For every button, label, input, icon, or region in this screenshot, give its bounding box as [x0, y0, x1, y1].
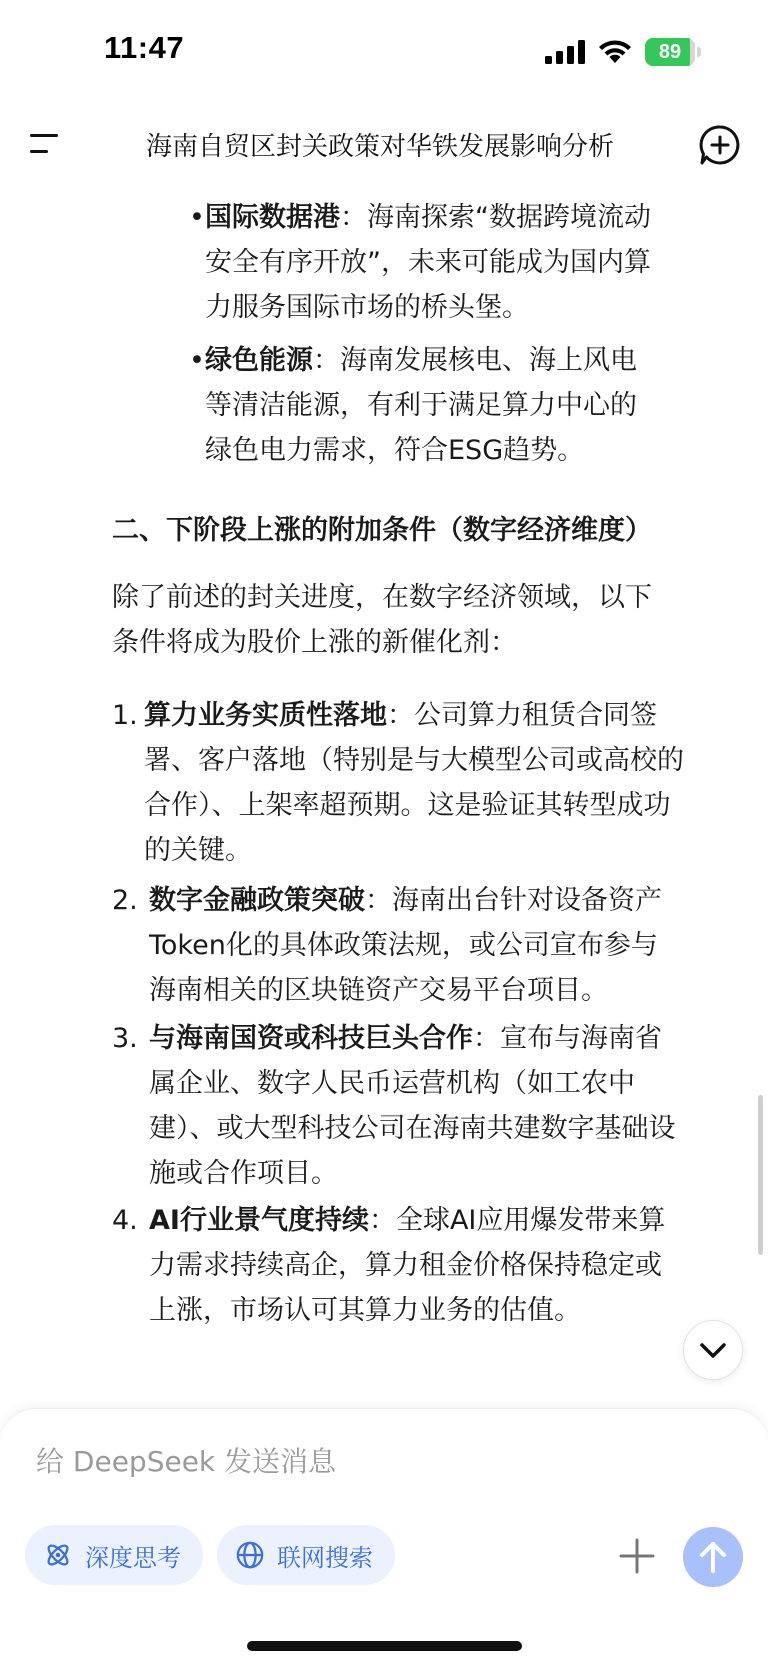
battery-cap — [697, 47, 701, 57]
bullet-line: 力服务国际市场的桥头堡。 — [205, 292, 529, 323]
list-item-3 — [112, 1016, 737, 1196]
wifi-icon — [598, 38, 632, 64]
list-text: 宣布与海南省 — [500, 1023, 662, 1054]
list-term: 数字金融政策突破 — [149, 885, 365, 916]
paragraph-line: 除了前述的封关进度，在数字经济领域，以下 — [112, 582, 652, 613]
scroll-to-bottom-button[interactable] — [683, 1320, 743, 1380]
atom-icon — [43, 1540, 73, 1570]
list-term: 算力业务实质性落地 — [144, 700, 387, 731]
list-term: 与海南国资或科技巨头合作 — [149, 1023, 473, 1054]
battery-indicator — [645, 38, 701, 66]
intro-paragraph — [112, 575, 732, 665]
bullet-term: 国际数据港 — [205, 202, 340, 233]
conversation-title[interactable]: 海南自贸区封关政策对华铁发展影响分析 — [145, 132, 614, 162]
list-colon: ： — [368, 1205, 396, 1236]
bullet-line — [205, 338, 735, 383]
list-number: 4. — [112, 1205, 138, 1236]
bullet-line: 等清洁能源，有利于满足算力中心的 — [205, 390, 637, 421]
list-number: 3. — [112, 1023, 138, 1054]
list-line: 合作）、上架率超预期。这是验证其转型成功 — [144, 790, 671, 821]
list-text: 海南出台针对设备资产 — [392, 885, 662, 916]
battery-body — [645, 38, 695, 66]
bullet-item-green-energy — [189, 338, 735, 473]
list-line — [144, 693, 737, 738]
list-number: 2. — [112, 885, 138, 916]
list-line — [149, 1016, 737, 1061]
list-line: 署、客户落地（特别是与大模型公司或高校的 — [144, 745, 684, 776]
home-indicator — [247, 1641, 522, 1651]
list-number: 1. — [112, 700, 138, 731]
list-colon: ： — [365, 885, 392, 916]
deep-think-label: 深度思考 — [85, 1543, 181, 1572]
web-search-toggle[interactable] — [217, 1525, 395, 1585]
bullet-item-data-port — [189, 195, 735, 330]
bullet-line: 绿色电力需求，符合ESG趋势。 — [205, 435, 585, 466]
chat-header — [0, 110, 768, 180]
bullet-colon: ： — [313, 345, 340, 376]
list-line — [149, 878, 737, 923]
cellular-signal-icon — [545, 40, 587, 64]
list-line: 的关键。 — [144, 835, 252, 866]
bullet-dot: • — [189, 345, 205, 376]
list-item-1 — [112, 693, 737, 873]
list-line: Token化的具体政策法规，或公司宣布参与 — [149, 930, 658, 961]
status-time: 11:47 — [104, 30, 185, 65]
bullet-line — [205, 195, 735, 240]
deep-think-toggle[interactable] — [25, 1525, 203, 1585]
list-text: 公司算力租赁合同签 — [414, 700, 657, 731]
list-line: 力需求持续高企，算力租金价格保持稳定或 — [149, 1250, 662, 1281]
list-term: AI行业景气度持续 — [149, 1205, 369, 1236]
hamburger-icon-bar — [30, 150, 48, 153]
bullet-dot: • — [189, 202, 205, 233]
hamburger-icon — [30, 134, 58, 137]
paragraph-line: 条件将成为股价上涨的新催化剂： — [112, 627, 517, 658]
list-line: 海南相关的区块链资产交易平台项目。 — [149, 975, 608, 1006]
bullet-colon: ： — [340, 202, 367, 233]
bullet-text: 海南发展核电、海上风电 — [340, 345, 637, 376]
list-text: 全球AI应用爆发带来算 — [395, 1205, 666, 1236]
web-search-label: 联网搜索 — [277, 1543, 373, 1572]
bullet-line: 安全有序开放”，未来可能成为国内算 — [205, 247, 651, 278]
globe-icon — [235, 1540, 265, 1570]
list-line: 属企业、数字人民币运营机构（如工农中 — [149, 1068, 635, 1099]
arrow-up-icon — [683, 1527, 743, 1587]
list-line — [149, 1198, 737, 1243]
chevron-down-icon — [683, 1320, 743, 1380]
section-heading: 二、下阶段上涨的附加条件（数字经济维度） — [112, 515, 652, 546]
list-colon: ： — [473, 1023, 500, 1054]
message-input[interactable] — [36, 1433, 716, 1489]
list-line: 施或合作项目。 — [149, 1158, 338, 1189]
list-colon: ： — [387, 700, 414, 731]
list-line: 建）、或大型科技公司在海南共建数字基础设 — [149, 1113, 676, 1144]
bullet-text: 海南探索“数据跨境流动 — [367, 202, 651, 233]
send-button[interactable] — [683, 1527, 743, 1587]
menu-button[interactable] — [24, 126, 64, 162]
message-content — [0, 180, 768, 1410]
list-line: 上涨，市场认可其算力业务的估值。 — [149, 1295, 581, 1326]
bullet-term: 绿色能源 — [205, 345, 313, 376]
message-composer — [0, 1408, 768, 1665]
list-item-2 — [112, 878, 737, 1013]
new-chat-icon[interactable] — [699, 124, 741, 166]
battery-percent: 89 — [658, 41, 682, 63]
scrollbar-thumb[interactable] — [758, 1095, 763, 1255]
attach-plus-icon[interactable] — [614, 1533, 660, 1579]
status-bar — [0, 0, 768, 100]
list-item-4 — [112, 1198, 737, 1333]
